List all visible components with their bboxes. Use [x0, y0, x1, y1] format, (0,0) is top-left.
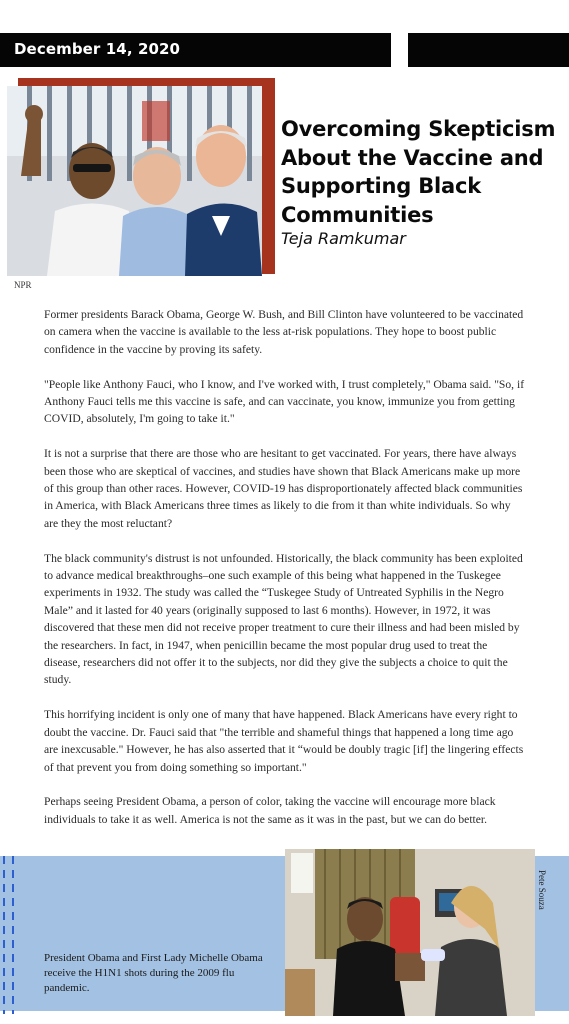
article-paragraph: The black community's distrust is not unfounded. Historically, the black community has been exploited to advance medical breakthroughs–one such example of this being what happened in the Tuskegee experiments in 1932. The study was called the “Tuskegee Study of Untreated Syphilis in the Negro Male” and it lasted for 40 years (originally supposed to last 6 months). However, in 1972, it was discovered that these men did not receive proper treatment to cure their illness and had been misled by the researchers. In fact, in 1947, when penicillin became the most popular drug used to treat the disease, researchers did not offer it to the subjects, nor did they give the subjects a choice to quit the study. — [44, 551, 523, 687]
presidents-photo — [7, 86, 262, 276]
vaccination-photo — [285, 849, 535, 1016]
date-bar — [0, 33, 391, 67]
article-paragraph: It is not a surprise that there are those who are hesitant to get vaccinated. For years, there have always been those who are skeptical of vaccines, and studies have shown that Black Americans make up more of this group than other races. However, COVID-19 has disproportionately affected black communities in America, with Black Americans three times as likely to die from it than white individuals. So why are they the most reluctant? — [44, 447, 523, 530]
article-author: Teja Ramkumar — [281, 229, 406, 248]
article-body — [44, 306, 526, 846]
dashed-line-right — [12, 856, 14, 1014]
presidents-photo-icon — [7, 86, 262, 276]
article-title: Overcoming Skepticism About the Vaccine and Supporting Black Communities — [281, 117, 556, 227]
article-paragraph: Perhaps seeing President Obama, a person of color, taking the vaccine will encourage more black individuals to take it as well. America is not the same as it was in the past, but we can do better. — [44, 795, 496, 826]
article-paragraph: "People like Anthony Fauci, who I know, and I've worked with, I trust completely," Obama said. "So, if Anthony Fauci tells me this vaccine is safe, and can vaccinate, you know, immunize you from getting COVID, absolutely, I'm going to take it." — [44, 377, 525, 426]
article-paragraph: Former presidents Barack Obama, George W. Bush, and Bill Clinton have volunteered to be vaccinated on camera when the vaccine is available to the less at-risk populations. They hope to boost public confidence in the vaccine by proving its safety. — [44, 308, 524, 356]
photo-credit-souza: Pete Souza — [537, 870, 547, 910]
article-paragraph: This horrifying incident is only one of many that have happened. Black Americans have every right to doubt the vaccine. Dr. Fauci said that "the terrible and shameful things that happened a long time ago are inexcusable." However, he has also asserted that it “would be doubly tragic [if] the lingering effects of that prevent you from doing something so important." — [44, 708, 524, 774]
dashed-line-left — [3, 856, 5, 1014]
vaccination-photo-icon — [285, 849, 535, 1016]
header-bar-right — [408, 33, 569, 67]
photo-credit-npr: NPR — [14, 280, 32, 290]
photo-caption: President Obama and First Lady Michelle Obama receive the H1N1 shots during the 2009 flu pandemic. — [44, 952, 263, 994]
date-label: December 14, 2020 — [14, 40, 181, 58]
